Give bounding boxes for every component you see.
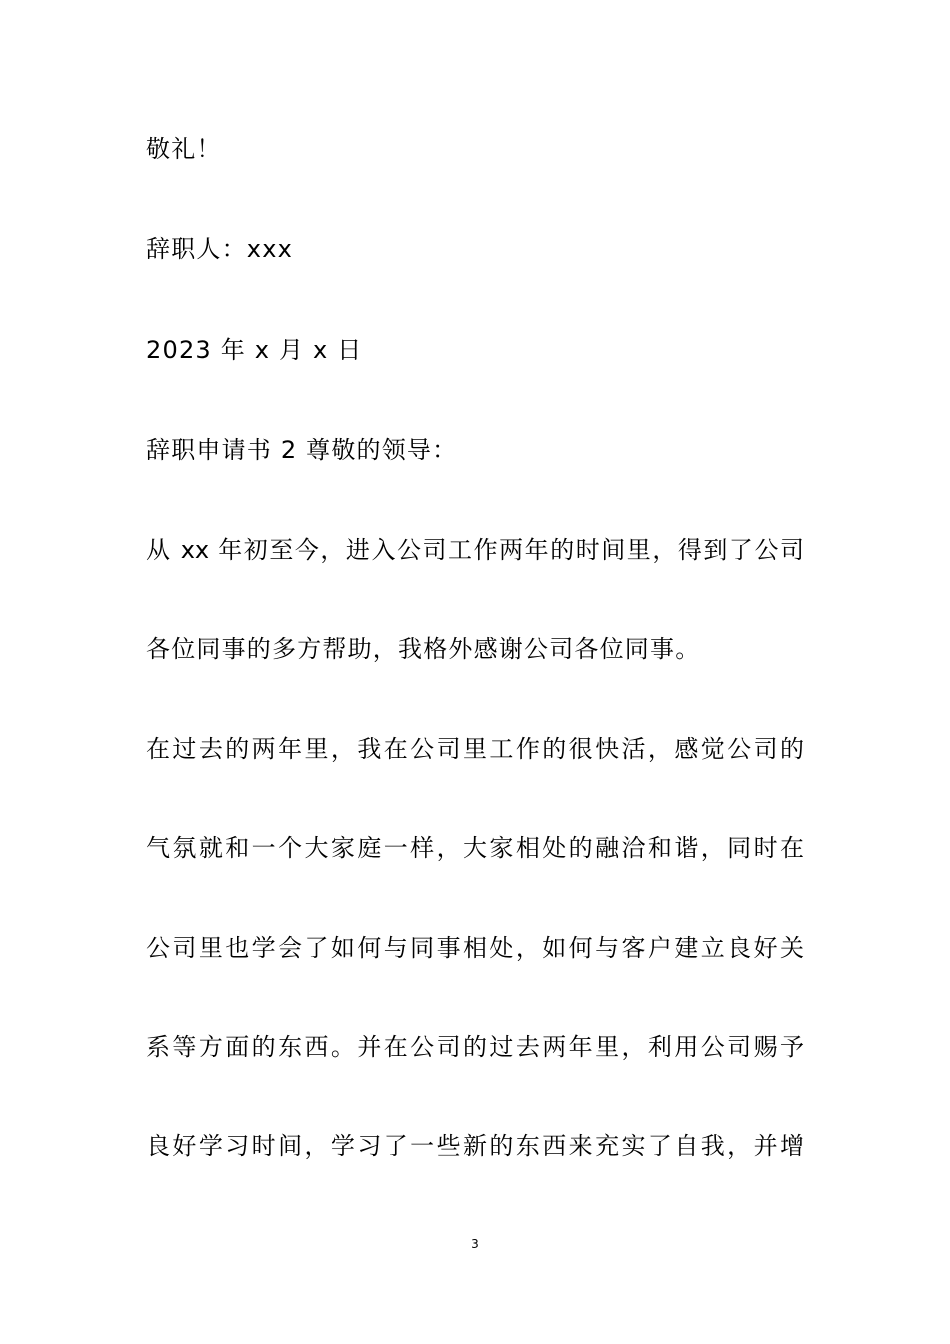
body-line: 在过去的两年里，我在公司里工作的很快活，感觉公司的	[146, 735, 804, 763]
body-line: 公司里也学会了如何与同事相处，如何与客户建立良好关	[146, 934, 804, 962]
body-line: 各位同事的多方帮助，我格外感谢公司各位同事。	[146, 635, 701, 663]
body-line: 系等方面的东西。并在公司的过去两年里，利用公司赐予	[146, 1033, 804, 1061]
body-line: 气氛就和一个大家庭一样，大家相处的融洽和谐，同时在	[146, 834, 804, 862]
body-line: 从 xx 年初至今，进入公司工作两年的时间里，得到了公司	[146, 536, 804, 564]
page-number: 3	[471, 1237, 479, 1251]
body-line: 良好学习时间，学习了一些新的东西来充实了自我，并增	[146, 1132, 804, 1160]
letter-heading: 辞职申请书 2 尊敬的领导：	[146, 436, 458, 464]
closing-salutation: 敬礼！	[146, 135, 222, 163]
resigner-line: 辞职人：xxx	[146, 235, 294, 263]
date-line: 2023 年 x 月 x 日	[146, 336, 363, 364]
